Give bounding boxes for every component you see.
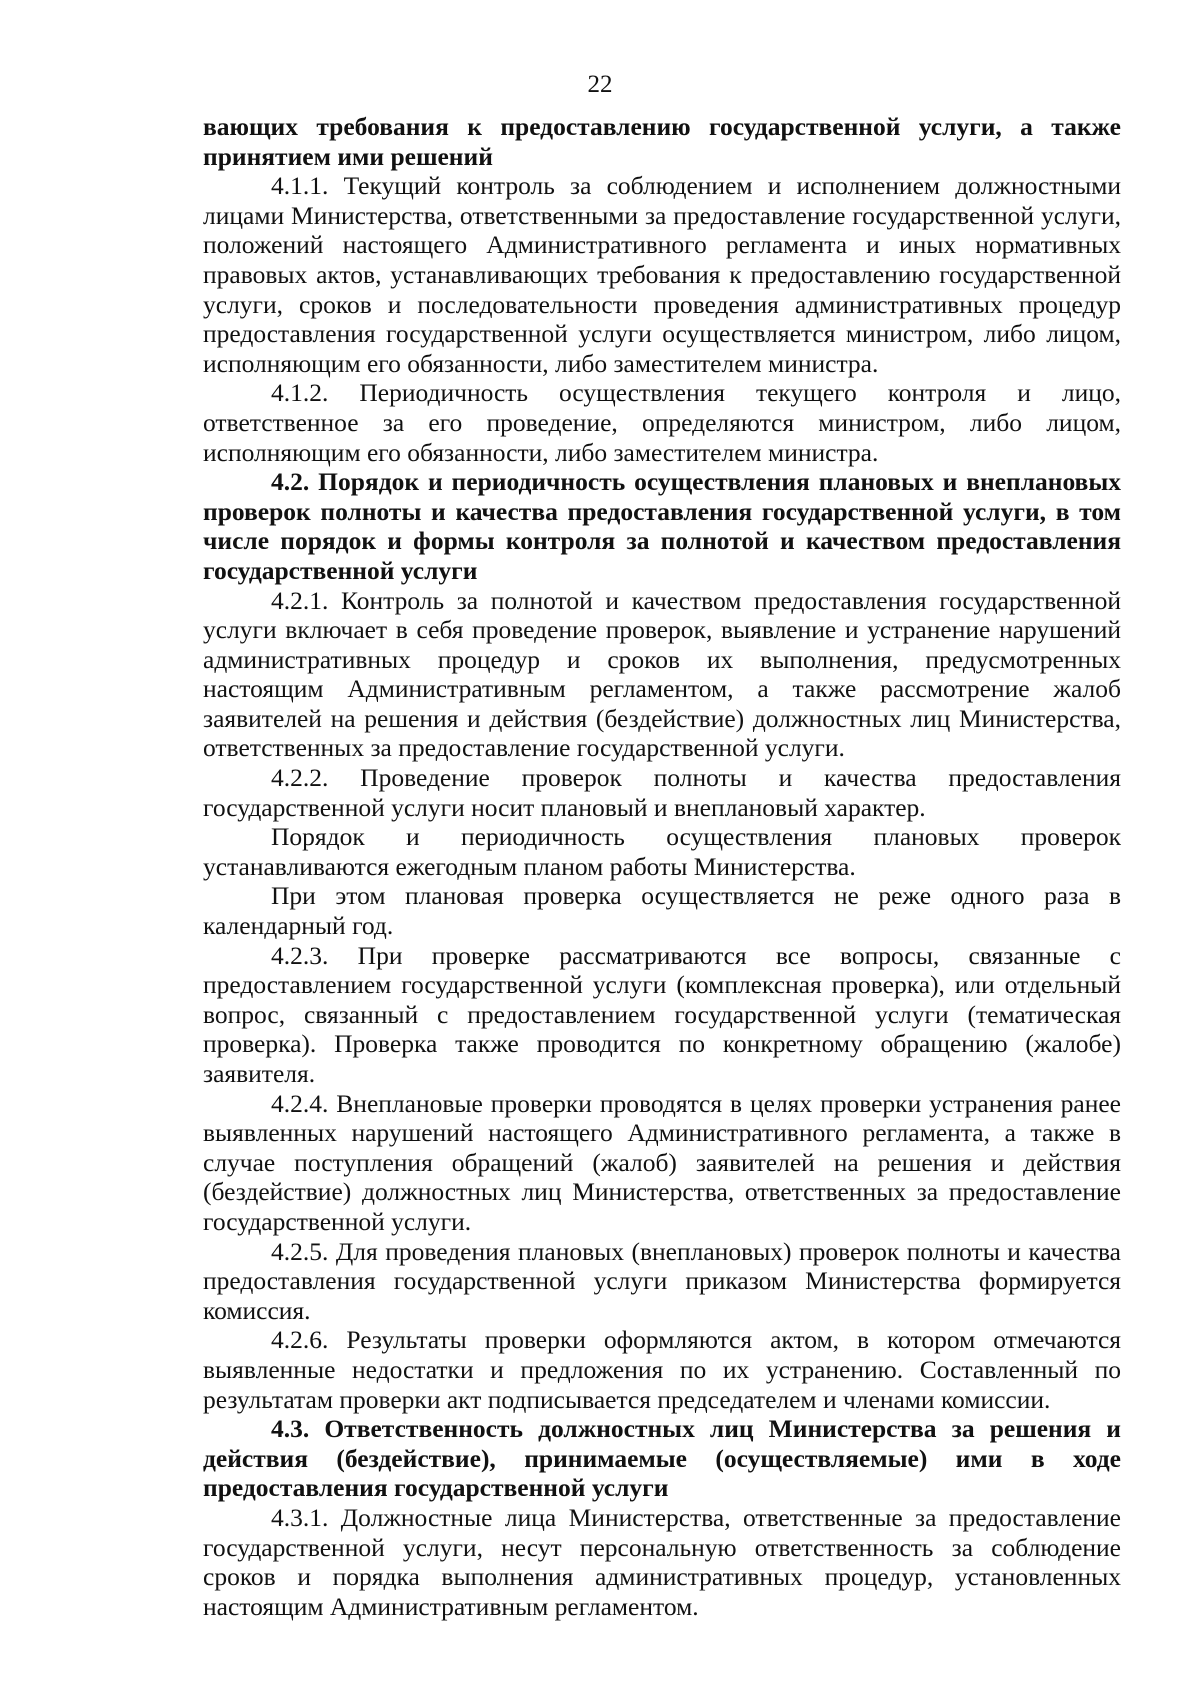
- section-heading-continuation: вающих требования к предоставлению государственной услуги, а также принятием ими решений: [203, 112, 1121, 171]
- page-number: 22: [587, 71, 613, 98]
- section-heading-4-2: 4.2. Порядок и периодичность осуществления плановых и внеплановых проверок полноты и качества предоставления государственной услуги, в том числе порядок и формы контроля за полнотой и качеством предоставления государственной услуги: [203, 467, 1121, 585]
- paragraph-4-2-4: 4.2.4. Внеплановые проверки проводятся в целях проверки устранения ранее выявленных нарушений настоящего Административного регламента, а также в случае поступления обращений (жалоб) заявителей на решения и действия (бездействие) должностных лиц Министерства, ответственных за предоставление государственной услуги.: [203, 1088, 1121, 1236]
- document-body: [203, 112, 1121, 1621]
- paragraph-planned-checks-order: Порядок и периодичность осуществления плановых проверок устанавливаются ежегодным планом работы Министерства.: [203, 822, 1121, 881]
- paragraph-4-1-1: 4.1.1. Текущий контроль за соблюдением и исполнением должностными лицами Министерства, ответственными за предоставление государственной услуги, положений настоящего Административного регламента и иных нормативных правовых актов, устанавливающих требования к предоставлению государственной услуги, сроков и последовательности проведения административных процедур предоставления государственной услуги осуществляется министром, либо лицом, исполняющим его обязанности, либо заместителем министра.: [203, 171, 1121, 378]
- paragraph-4-2-2: 4.2.2. Проведение проверок полноты и качества предоставления государственной услуги носит плановый и внеплановый характер.: [203, 763, 1121, 822]
- paragraph-4-2-1: 4.2.1. Контроль за полнотой и качеством предоставления государственной услуги включает в себя проведение проверок, выявление и устранение нарушений административных процедур и сроков их выполнения, предусмотренных настоящим Административным регламентом, а также рассмотрение жалоб заявителей на решения и действия (бездействие) должностных лиц Министерства, ответственных за предоставление государственной услуги.: [203, 585, 1121, 763]
- paragraph-4-2-3: 4.2.3. При проверке рассматриваются все вопросы, связанные с предоставлением государственной услуги (комплексная проверка), или отдельный вопрос, связанный с предоставлением государственной услуги (тематическая проверка). Проверка также проводится по конкретному обращению (жалобе) заявителя.: [203, 940, 1121, 1088]
- paragraph-4-2-6: 4.2.6. Результаты проверки оформляются актом, в котором отмечаются выявленные недостатки и предложения по их устранению. Составленный по результатам проверки акт подписывается председателем и членами комиссии.: [203, 1325, 1121, 1414]
- paragraph-4-2-5: 4.2.5. Для проведения плановых (внеплановых) проверок полноты и качества предоставления государственной услуги приказом Министерства формируется комиссия.: [203, 1236, 1121, 1325]
- section-heading-4-3: 4.3. Ответственность должностных лиц Министерства за решения и действия (бездействие), принимаемые (осуществляемые) ими в ходе предоставления государственной услуги: [203, 1414, 1121, 1503]
- paragraph-4-1-2: 4.1.2. Периодичность осуществления текущего контроля и лицо, ответственное за его проведение, определяются министром, либо лицом, исполняющим его обязанности, либо заместителем министра.: [203, 378, 1121, 467]
- paragraph-planned-checks-frequency: При этом плановая проверка осуществляется не реже одного раза в календарный год.: [203, 881, 1121, 941]
- paragraph-4-3-1: 4.3.1. Должностные лица Министерства, ответственные за предоставление государственной услуги, несут персональную ответственность за соблюдение сроков и порядка выполнения административных процедур, установленных настоящим Административным регламентом.: [203, 1502, 1121, 1621]
